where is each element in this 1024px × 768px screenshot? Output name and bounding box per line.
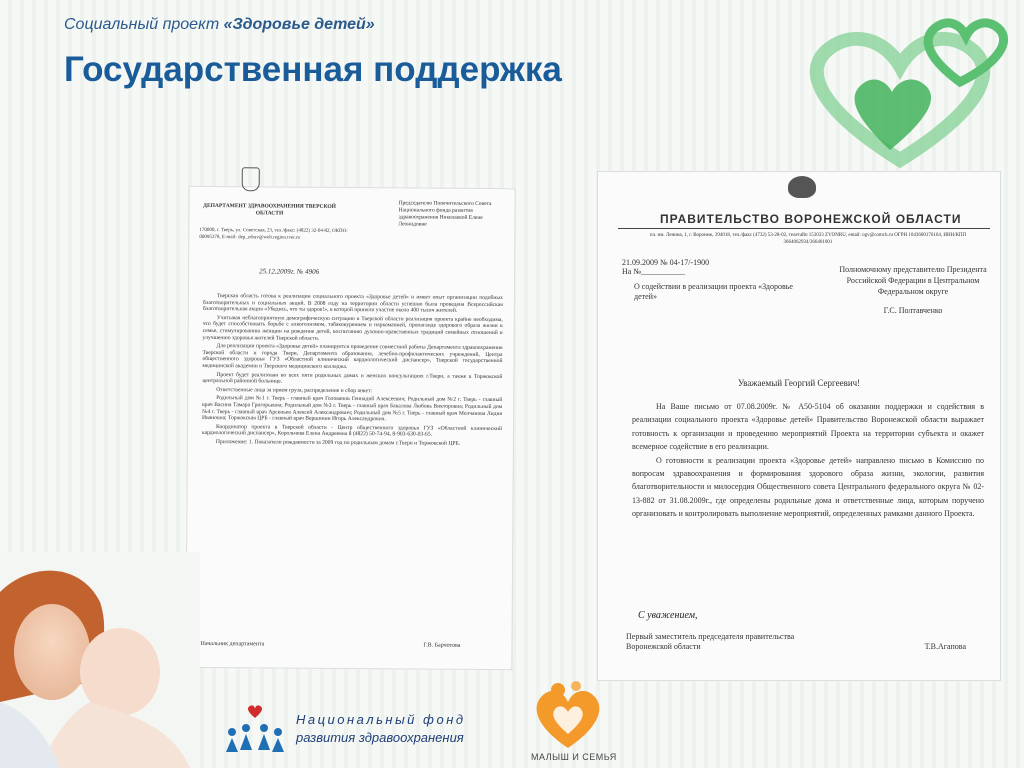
letter-date: 21.09.2009 № 04-17/-1900 На №___________ [622, 258, 710, 276]
letter-address: 170000, г. Тверь, ул. Советская, 23, тел./факс: (4822) 32-04-82, ОКПО: 00095378, E-mail: dep_zdrav@web.region.tver.ru [199, 227, 348, 241]
letter-body: На Ваше письмо от 07.08.2009г. № А50-5104 об оказании поддержки и содействия в реализации социального проекта «Здоровье детей» Правительство Воронежской области выражает готовность к организации и проведению мероприятий Проекта на территории субъекта и окажет всемерное содействие в его реализации. О готовности к реализации проекта «Здоровье детей» направлено письмо в Комиссию по вопросам здравоохранения и формирования здорового образа жизни, экологии, развития благотворительности и милосердия Общественного совета Центрального федерального округа № 02-13-882 от 31.08.2009г., где определены родильные дома и ответственные лица, которым поручено организовать и контролировать выполнение мероприятий, определенных рамками данного Проекта. [632, 402, 984, 519]
fund-name-line2: развития здравоохранения [296, 730, 464, 745]
letter-greeting: Уважаемый Георгий Сергеевич! [737, 378, 861, 388]
letter-date: 25.12.2009г. № 4906 [259, 267, 320, 276]
national-fund-logo-icon [222, 704, 288, 754]
fund-name-line1: Национальный фонд [296, 712, 466, 727]
coat-of-arms-icon [242, 167, 260, 191]
partner-logo-icon [528, 678, 608, 752]
page-title: Государственная поддержка [64, 50, 562, 89]
hearts-logo-icon [780, 0, 1024, 180]
mother-baby-photo [0, 552, 200, 768]
letter-contacts: пл. им. Ленина, 1, г. Воронеж, 394018, тел./факс (4732) 53-28-02, телетайп 153033 ZVONRU, email: ogv@comch.ru ОГРН 1043600176164, ИНН/КПП 3664062934/366401001 [649, 233, 967, 245]
divider [618, 228, 990, 229]
coat-of-arms-icon [788, 176, 816, 198]
letter-signature: Первый заместитель председателя правительства Воронежской области Т.В.Агапова [626, 632, 966, 651]
letter-body: Тверская область готова к реализации социального проекта «Здоровье детей» и имеет опыт организации подобных благотворительных и социальных акций. В 2008 году на территории области успешно была проведена Всероссийская благотворительная акция «Убедись, что ты здоров!», в которой приняли участие около 400 тысяч жителей. Учитывая неблагоприятную демографическую ситуацию в Тверской области реализация проекта крайне необходима, что будет способствовать борьбе с алкоголизмом, табакокурением и наркоманией, пропаганде здорового образа жизни в семье, стимулированию женщин на рождение детей, воспитанию духовно-нравственных традиций семейных отношений и улучшению здоровья жителей Тверской области. Для реализации проекта «Здоровье детей» планируется проведение совместной работы Департамента здравоохранения Тверской области и города Твери, Департамента образования, лечебно-профилактических учреждений, Центра общественного здоровья ГУЗ «Областной клинический кардиологический диспансер», Тверской государственной медицинской академии и Тверского медицинского колледжа. Проект будет реализован во всех пяти родильных домах и женских консультациях г.Твери, а также в Торжокской центральной районной больнице. Ответственные лица за прием груза, распределение и сбор анкет: Родильный дом №1 г. Тверь - главный врач Голованов Геннадий Алексеевич; Родильный дом №2 г. Тверь - главный врач Васина Тамара Григорьевна; Родильный дом №3 г. Тверь - главный врач Бакалова Любовь Викторовна; Родильный дом №4 г. Тверь - главный врач Арсеньев Алексей Александрович; Родильный дом №5 г. Тверь - главный врач Молчанова Лидия Ивановна; Торжокская ЦРБ - главный врач Вершинин Игорь Александрович. Координатор проекта в Тверской области - Центр общественного здоровья ГУЗ «Областной клинический кардиологический диспансер», Корольчева Елена Андреевна 8 (4822) 50-74-94, 8-903-630-03-65. Приложение: 1. Показатели рождаемости за 2009 год по родильным домам г.Твери и Торжокской ЦРБ. [201, 293, 503, 447]
project-subtitle: Социальный проект «Здоровье детей» [64, 16, 375, 33]
letter-signature: Начальник департамента Г.В. Барчотова [200, 640, 461, 649]
partner-name: МАЛЫШ И СЕМЬЯ [531, 752, 617, 762]
letter-addressee: Полномочному представителю Президента Российской Федерации в Центральном Федеральном округе Г.С. Полтавченко [839, 265, 987, 315]
tver-letter [186, 187, 514, 669]
letter-department: ДЕПАРТАМЕНТ ЗДРАВООХРАНЕНИЯ ТВЕРСКОЙ ОБЛАСТИ [203, 202, 336, 217]
letter-subject: О содействии в реализации проекта «Здоровье детей» [634, 282, 793, 301]
letter-addressee: Председателю Попечительского Совета Национального фонда развития здравоохранения Николаевой Елене Леонидовне [398, 200, 492, 228]
handwritten-closing: С уважением, [638, 610, 698, 621]
voronezh-letter [598, 172, 1000, 680]
letter-government: ПРАВИТЕЛЬСТВО ВОРОНЕЖСКОЙ ОБЛАСТИ [660, 212, 962, 226]
